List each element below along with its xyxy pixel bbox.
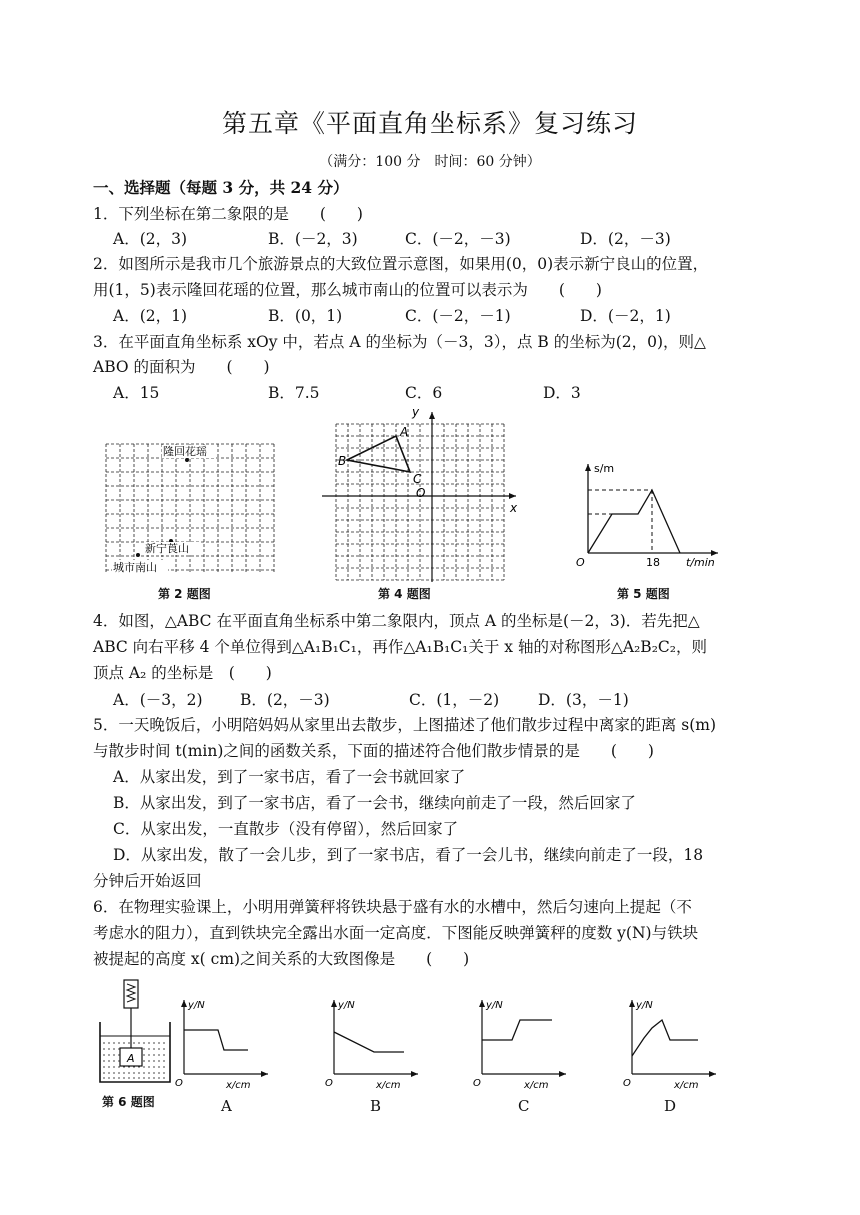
figure-2-map bbox=[98, 436, 288, 578]
label-longhui-huayao: 隆回花瑶 bbox=[163, 445, 207, 458]
axis-y-label: y/N bbox=[188, 1000, 205, 1011]
question-4-option-a: A．(－3，2) bbox=[113, 691, 203, 709]
vertex-c-label: C bbox=[413, 472, 422, 486]
figure-4-caption: 第 4 题图 bbox=[378, 587, 431, 601]
question-5-option-b: B．从家出发，到了一家书店，看了一会书，继续向前走了一段，然后回家了 bbox=[113, 794, 636, 812]
graph-option-b-letter: B bbox=[370, 1097, 382, 1115]
question-2-option-d: D．(－2，1) bbox=[580, 307, 671, 325]
question-4-line-3: 顶点 A₂ 的坐标是 ( ) bbox=[93, 664, 272, 682]
question-1-option-d: D．(2，－3) bbox=[580, 230, 671, 248]
question-2-option-c: C．(－2，－1) bbox=[405, 307, 511, 325]
graph-option-c-letter: C bbox=[518, 1097, 530, 1115]
page-subtitle: （满分：100 分 时间：60 分钟） bbox=[319, 154, 541, 170]
axis-x-label: x bbox=[510, 501, 518, 515]
axis-y-label: y/N bbox=[338, 1000, 355, 1011]
question-4-line-2: ABC 向右平移 4 个单位得到△A₁B₁C₁，再作△A₁B₁C₁关于 x 轴的对称图形△A₂B₂C₂，则 bbox=[93, 638, 707, 656]
section-heading: 一、选择题（每题 3 分，共 24 分） bbox=[93, 178, 349, 197]
iron-block-label: A bbox=[127, 1052, 135, 1065]
axis-s-label: s/m bbox=[594, 462, 615, 475]
graph-option-b bbox=[322, 996, 422, 1090]
figure-5-distance-time-graph bbox=[568, 458, 728, 580]
axis-y-label: y/N bbox=[486, 1000, 503, 1011]
origin-label: O bbox=[623, 1078, 631, 1089]
axis-t-label: t/min bbox=[686, 556, 715, 569]
question-3-line-1: 3．在平面直角坐标系 xOy 中，若点 A 的坐标为（－3，3），点 B 的坐标为(2，0)，则△ bbox=[93, 333, 706, 351]
question-3-option-a: A．15 bbox=[113, 384, 160, 402]
axis-y-label: y bbox=[412, 405, 420, 419]
graph-option-c bbox=[470, 996, 570, 1090]
figure-6-caption: 第 6 题图 bbox=[102, 1095, 155, 1109]
question-3-option-b: B．7.5 bbox=[268, 384, 320, 402]
label-xinning-langshan: 新宁莨山 bbox=[145, 542, 189, 555]
question-5-option-d-line-2: 分钟后开始返回 bbox=[93, 872, 202, 890]
question-3-option-c: C．6 bbox=[405, 384, 443, 402]
question-2-option-a: A．(2，1) bbox=[113, 307, 188, 325]
question-2-option-b: B．(0，1) bbox=[268, 307, 343, 325]
question-3-line-2: ABO 的面积为 ( ) bbox=[93, 358, 270, 376]
question-3-option-d: D．3 bbox=[543, 384, 581, 402]
page-title: 第五章《平面直角坐标系》复习练习 bbox=[221, 109, 638, 138]
label-city-nanshan: 城市南山 bbox=[113, 561, 157, 574]
question-5-line-1: 5．一天晚饭后，小明陪妈妈从家里出去散步，上图描述了他们散步过程中离家的距离 s(m) bbox=[93, 716, 717, 734]
question-1-option-b: B．(－2，3) bbox=[268, 230, 358, 248]
question-2-line-2: 用(1，5)表示隆回花瑶的位置，那么城市南山的位置可以表示为 ( ) bbox=[93, 281, 602, 299]
figure-5-caption: 第 5 题图 bbox=[617, 587, 670, 601]
question-1-option-c: C．(－2，－3) bbox=[405, 230, 511, 248]
axis-x-label: x/cm bbox=[226, 1080, 251, 1090]
question-5-option-d-line-1: D．从家出发，散了一会儿步，到了一家书店，看了一会儿书，继续向前走了一段，18 bbox=[113, 846, 704, 864]
vertex-a-label: A bbox=[400, 425, 409, 439]
question-6-line-3: 被提起的高度 x( cm)之间关系的大致图像是 ( ) bbox=[93, 950, 470, 968]
figure-2-caption: 第 2 题图 bbox=[158, 587, 211, 601]
axis-x-label: x/cm bbox=[674, 1080, 699, 1090]
axis-x-label: x/cm bbox=[376, 1080, 401, 1090]
graph-option-a bbox=[172, 996, 272, 1090]
axis-y-label: y/N bbox=[636, 1000, 653, 1011]
figure-6-spring-scale-apparatus bbox=[98, 978, 174, 1090]
question-2-line-1: 2．如图所示是我市几个旅游景点的大致位置示意图，如果用(0，0)表示新宁良山的位置， bbox=[93, 255, 709, 273]
origin-label: O bbox=[576, 556, 585, 569]
question-1-stem: 1．下列坐标在第二象限的是 ( ) bbox=[93, 205, 363, 223]
question-5-option-a: A．从家出发，到了一家书店，看了一会书就回家了 bbox=[113, 768, 466, 786]
question-6-line-2: 考虑水的阻力），直到铁块完全露出水面一定高度．下图能反映弹簧秤的度数 y(N)与铁块 bbox=[93, 924, 699, 942]
graph-option-a-letter: A bbox=[221, 1097, 232, 1115]
question-4-option-b: B．(2，－3) bbox=[240, 691, 330, 709]
figure-4-coordinate-plane bbox=[316, 404, 524, 584]
vertex-b-label: B bbox=[338, 454, 347, 468]
graph-option-d bbox=[620, 996, 720, 1090]
origin-label: O bbox=[416, 486, 426, 500]
question-4-option-d: D．(3，－1) bbox=[538, 691, 629, 709]
question-5-option-c: C．从家出发，一直散步（没有停留），然后回家了 bbox=[113, 820, 459, 838]
question-6-line-1: 6．在物理实验课上，小明用弹簧秤将铁块悬于盛有水的水槽中，然后匀速向上提起（不 bbox=[93, 898, 692, 916]
question-1-option-a: A．(2，3) bbox=[113, 230, 188, 248]
origin-label: O bbox=[325, 1078, 333, 1089]
question-5-line-2: 与散步时间 t(min)之间的函数关系，下面的描述符合他们散步情景的是 ( ) bbox=[93, 742, 654, 760]
tick-18-label: 18 bbox=[646, 556, 660, 569]
origin-label: O bbox=[175, 1078, 183, 1089]
question-4-option-c: C．(1，－2) bbox=[409, 691, 500, 709]
graph-option-d-letter: D bbox=[664, 1097, 677, 1115]
question-4-line-1: 4．如图，△ABC 在平面直角坐标系中第二象限内，顶点 A 的坐标是(－2，3)．若先把△ bbox=[93, 612, 700, 630]
origin-label: O bbox=[473, 1078, 481, 1089]
axis-x-label: x/cm bbox=[524, 1080, 549, 1090]
